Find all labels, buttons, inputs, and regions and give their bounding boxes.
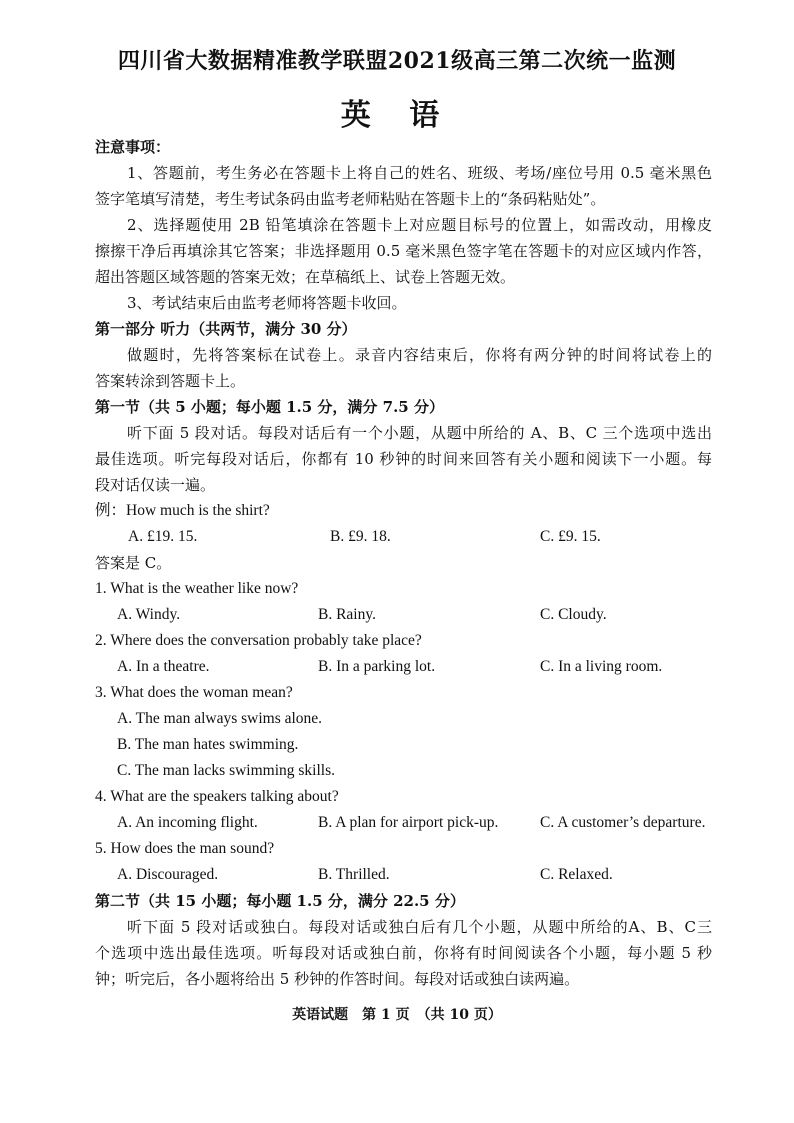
section2-intro-line: 个选项中选出最佳选项。听每段对话或独白前，你将有时间阅读各个小题，每小题 5 秒 [95,944,712,962]
notice-line: 1、答题前，考生务必在答题卡上将自己的姓名、班级、考场/座位号用 0.5 毫米黑色 [127,164,712,182]
section1-intro-line: 最佳选项。听完每段对话后，你都有 10 秒钟的时间来回答有关小题和阅读下一小题。每 [95,450,712,468]
question-options [95,654,712,680]
question: 2. Where does the conversation probably take place? [95,632,422,649]
option-b: B. Rainy. [318,606,376,623]
part1-heading: 第一部分 听力（共两节，满分 30 分） [95,320,357,338]
notice-line: 擦擦干净后再填涂其它答案；非选择题用 0.5 毫米黑色签字笔在答题卡的对应区域内作答， [95,242,712,260]
option-a: A. In a theatre. [117,658,210,675]
option-c: C. Cloudy. [540,606,607,623]
question-options [95,862,712,888]
option-b: B. A plan for airport pick-up. [318,814,499,831]
section1-intro-line: 段对话仅读一遍。 [95,476,216,494]
section1-intro-line: 听下面 5 段对话。每段对话后有一个小题，从题中所给的 A、B、C 三个选项中选出 [127,424,712,442]
question: 3. What does the woman mean? [95,684,293,701]
notice-line: 2、选择题使用 2B 铅笔填涂在答题卡上对应题目标号的位置上，如需改动，用橡皮 [127,216,712,234]
question: 4. What are the speakers talking about? [95,788,339,805]
exam-title: 四川省大数据精准教学联盟2021级高三第二次统一监测 [117,48,677,74]
section2-intro-line: 听下面 5 段对话或独白。每段对话或独白后有几个小题，从题中所给的A、B、C三 [127,918,712,936]
question-options [95,810,712,836]
part1-intro-line: 做题时，先将答案标在试卷上。录音内容结束后，你将有两分钟的时间将试卷上的 [127,346,712,364]
section2-heading: 第二节（共 15 小题；每小题 1.5 分，满分 22.5 分） [95,892,465,910]
section1-heading: 第一节（共 5 小题；每小题 1.5 分，满分 7.5 分） [95,398,444,416]
notice-heading: 注意事项： [95,138,171,156]
option-c: C. A customer’s departure. [540,814,706,831]
option-a: A. An incoming flight. [117,814,258,831]
section2-intro-line: 钟；听完后，各小题将给出 5 秒钟的作答时间。每段对话或独白读两遍。 [95,970,580,988]
page-footer: 英语试题 第 1 页 （共 10 页） [292,1007,502,1023]
exam-content [95,134,712,992]
option-c: C. In a living room. [540,658,663,675]
option-c: C. Relaxed. [540,866,613,883]
part1-intro-line: 答案转涂到答题卡上。 [95,372,246,390]
option-b: B. £9. 18. [330,528,391,545]
question: 1. What is the weather like now? [95,580,299,597]
exam-subject: 英 语 [340,98,454,133]
question-options [95,602,712,628]
notice-line: 签字笔填写清楚，考生考试条码由监考老师粘贴在答题卡上的“条码粘贴处”。 [95,190,606,208]
option-a: A. Windy. [117,606,181,623]
question: 5. How does the man sound? [95,840,275,857]
option-b: B. Thrilled. [318,866,390,883]
example-options [95,524,712,550]
option-a: A. £19. 15. [128,528,198,545]
notice-line: 3、考试结束后由监考老师将答题卡收回。 [127,294,407,312]
example-question: 例：How much is the shirt? [95,502,270,519]
option-c: C. £9. 15. [540,528,601,545]
option-b: B. In a parking lot. [318,658,436,675]
option-a: A. Discouraged. [117,866,219,883]
notice-line: 超出答题区域答题的答案无效；在草稿纸上、试卷上答题无效。 [95,268,516,286]
example-answer: 答案是 C。 [95,554,172,572]
option-c: C. The man lacks swimming skills. [117,762,335,779]
option-a: A. The man always swims alone. [117,710,323,727]
option-b: B. The man hates swimming. [117,736,299,753]
